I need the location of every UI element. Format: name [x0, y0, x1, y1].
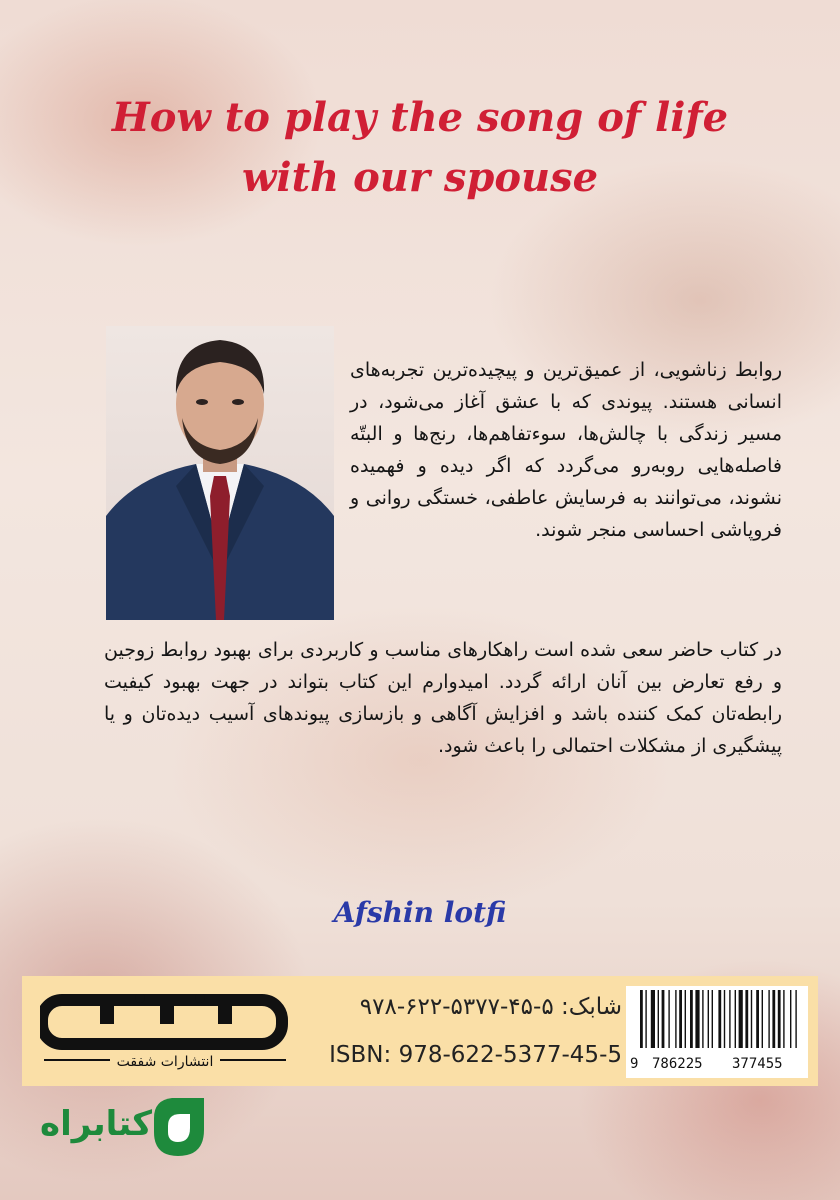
author-photo [106, 326, 334, 620]
barcode-digit-prefix: 9 [630, 1056, 639, 1072]
barcode [626, 986, 808, 1078]
barcode-digits-left: 786225 [652, 1056, 703, 1072]
ketabrah-leaf-icon [150, 1094, 208, 1160]
publisher-info-bar [22, 976, 818, 1086]
barcode-digits-right: 377455 [732, 1056, 783, 1072]
book-title: How to play the song of life with our spouse [111, 94, 729, 201]
ketabrah-watermark[interactable] [36, 1094, 208, 1160]
author-name: Afshin lotfi [333, 896, 507, 929]
description-paragraph-2: در کتاب حاضر سعی شده است راهکارهای مناسب و کاربردی برای بهبود روابط زوجین و رفع تعارض بین آنان ارائه گردد. امیدوارم این کتاب بتواند در جهت بهبود کیفیت رابطه‌تان کمک کننده باشد و افزایش آگاهی و بازسازی پیوندهای آسیب دیده‌تان و یا پیشگیری از مشکلات احتمالی را باعث شود. [104, 639, 782, 757]
watermark-text: کتابراه [40, 1104, 153, 1144]
publisher-logo [40, 994, 290, 1070]
description-paragraph-1: روابط زناشویی، از عمیق‌ترین و پیچیده‌ترین تجربه‌های انسانی هستند. پیوندی که با عشق آغاز می‌شود، در مسیر زندگی با چالش‌ها، سوء‌تفاهم‌ها، رنج‌ها و البتّه فاصله‌هایی روبه‌رو می‌گردد که اگر دیده و فهمیده نشوند، می‌توانند به فرسایش عاطفی، خستگی روانی و فروپاشی احساسی منجر شوند. [350, 359, 782, 541]
isbn-latin: ISBN: 978-622-5377-45-5 [329, 1042, 622, 1068]
publisher-logo-caption: انتشارات شفقت [116, 1054, 214, 1070]
isbn-persian: شابک: ۵-۴۵-۵۳۷۷-۶۲۲-۹۷۸ [359, 994, 622, 1020]
